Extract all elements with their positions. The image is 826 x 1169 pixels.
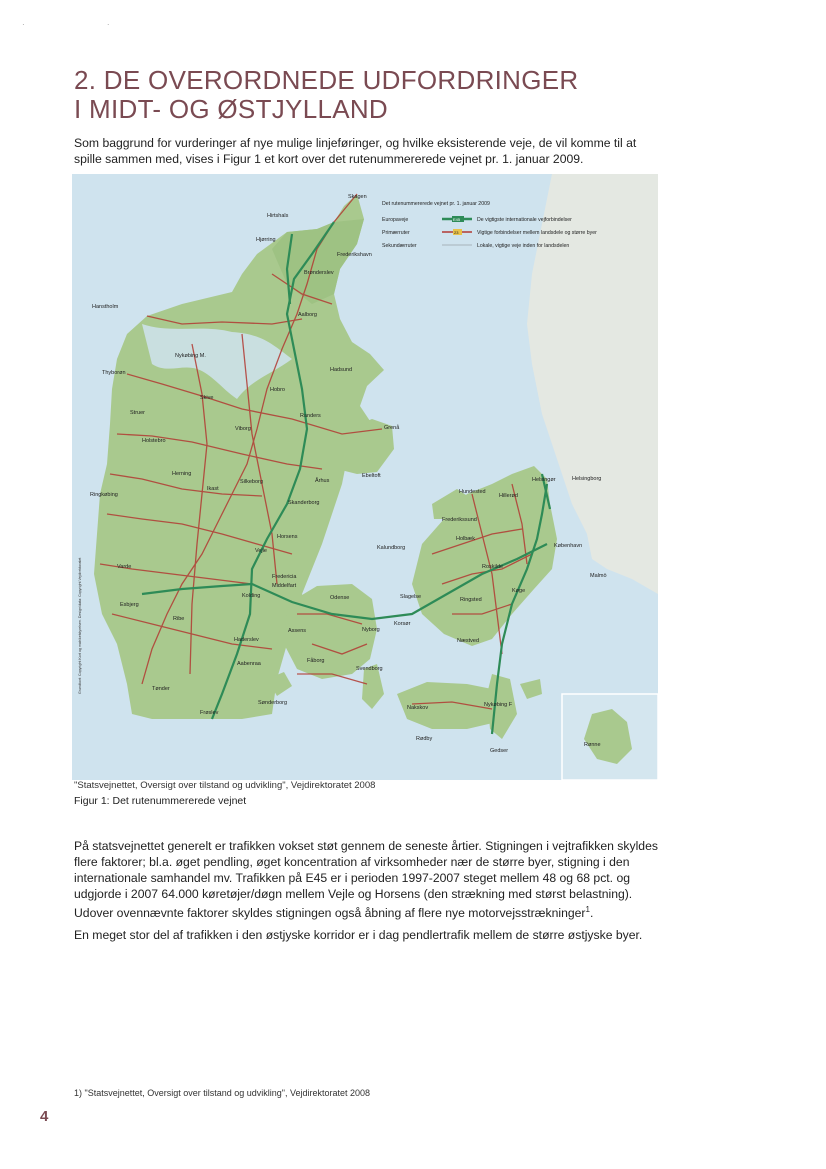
city-label: Struer — [130, 410, 145, 416]
figure-caption: Figur 1: Det rutenummererede vejnet — [74, 795, 247, 807]
city-label: Rønne — [584, 742, 601, 748]
legend-desc-europaveje: De vigtigste internationale vejforbindelser — [477, 217, 572, 223]
body-paragraph-1-end: . — [589, 906, 594, 921]
city-label: Sønderborg — [258, 700, 288, 706]
city-label: Nykøbing F — [484, 702, 513, 708]
city-label: Brønderslev — [304, 270, 334, 276]
city-label: Køge — [512, 588, 526, 594]
city-label: Frederikssund — [442, 517, 477, 523]
city-label: Roskilde — [482, 564, 504, 570]
city-label: Varde — [117, 564, 132, 570]
legend-badge-primary: 23 — [454, 230, 459, 235]
city-label: Nyborg — [362, 627, 380, 633]
legend-desc-sekundaerruter: Lokale, vigtige veje inden for landsdelen — [477, 243, 570, 249]
city-label: Viborg — [235, 426, 251, 432]
page-title — [74, 66, 579, 124]
legend-desc-primaerruter: Vigtige forbindelser mellem landsdele og større byer — [477, 230, 597, 236]
city-label: Fredericia — [272, 574, 297, 580]
city-label: Hirtshals — [267, 213, 289, 219]
city-label: Hjørring — [256, 237, 276, 243]
page-title-line-1: 2. DE OVERORDNEDE UDFORDRINGER — [74, 65, 579, 95]
legend-kind-sekundaerruter: Sekundærruter — [382, 243, 417, 249]
city-label: Nakskov — [407, 705, 429, 711]
city-label: Frederikshavn — [337, 252, 372, 258]
map-copyright-side-text: Grundkort: Copyright Kort og matrikelstyrelsen. Design/data: Copyright Vejdirektoratet — [78, 557, 82, 694]
city-label: Fåborg — [307, 658, 325, 664]
map-svg — [72, 174, 658, 780]
city-label: Hillerød — [499, 493, 518, 499]
legend-badge-euro: E45 — [453, 217, 461, 222]
city-label: Aalborg — [298, 312, 317, 318]
city-label: Kolding — [242, 593, 261, 599]
city-label: Horsens — [277, 534, 298, 540]
city-label: Silkeborg — [240, 479, 263, 485]
footnote: 1) "Statsvejnettet, Oversigt over tilstand og udvikling", Vejdirektoratet 2008 — [74, 1088, 371, 1098]
city-label: Ribe — [173, 616, 185, 622]
page-title-line-2: I MIDT- OG ØSTJYLLAND — [74, 94, 389, 124]
figure-source: "Statsvejnettet, Oversigt over tilstand og udvikling", Vejdirektoratet 2008 — [74, 780, 376, 791]
city-label: Skanderborg — [288, 500, 320, 506]
city-label: Helsingør — [532, 477, 556, 483]
city-label: Næstved — [457, 638, 480, 644]
body-paragraph-1-text: På statsvejnettet generelt er trafikken vokset støt gennem de seneste årtier. Stigningen i vejtrafikken skyldes flere faktorer; bl.a. øget pendling, øget koncentration af virksomheder nær de større byer, stigning i den internationale samhandel mv. Trafikken på E45 er i perioden 1997-2007 steget mellem 48 og 68 pct. og udgjorde i 2007 64.000 køretøjer/døgn mellem Vejle og Horsens (den strækning med størst belastning). Udover ovennævnte faktorer skyldes stigningen også åbning af flere nye motorvejsstrækninger — [74, 839, 658, 921]
city-label: Holbæk — [456, 536, 475, 542]
city-label: Nykøbing M. — [175, 353, 206, 359]
road-network-map — [72, 174, 658, 780]
city-label: Holstebro — [142, 438, 166, 444]
city-label: Kalundborg — [377, 545, 406, 551]
legend-kind-europaveje: Europaveje — [382, 217, 409, 223]
city-label: Helsingborg — [572, 476, 602, 482]
city-label: Svendborg — [356, 666, 383, 672]
city-label: Odense — [330, 595, 350, 601]
city-label: Middelfart — [272, 583, 297, 589]
city-label: Slagelse — [400, 594, 422, 600]
city-label: Malmö — [590, 573, 607, 579]
city-label: Korsør — [394, 621, 411, 627]
city-label: København — [554, 543, 583, 549]
city-label: Herning — [172, 471, 192, 477]
page-marks: · · — [22, 20, 150, 29]
city-label: Ebeltoft — [362, 473, 381, 479]
city-label: Randers — [300, 413, 321, 419]
city-label: Rødby — [416, 736, 433, 742]
city-label: Hadsund — [330, 367, 353, 373]
city-label: Hanstholm — [92, 304, 119, 310]
city-label: Gedser — [490, 748, 509, 754]
footnote-ref: 1 — [585, 905, 590, 914]
city-label: Århus — [315, 478, 330, 484]
city-label: Hobro — [270, 387, 285, 393]
city-label: Aabenraa — [237, 661, 261, 667]
city-label: Hundested — [459, 489, 486, 495]
city-label: Thyborøn — [102, 370, 126, 376]
mon-island — [520, 679, 542, 699]
city-label: Frøslev — [200, 710, 219, 716]
intro-paragraph: Som baggrund for vurderinger af nye mulige linjeføringer, og hvilke eksisterende veje, de vil komme til at spille sammen med, vises i Figur 1 et kort over det rutenummererede vejnet pr. 1. januar 2009. — [74, 136, 637, 166]
city-label: Assens — [288, 628, 307, 634]
city-label: Ringkøbing — [90, 492, 118, 498]
legend-kind-primaerruter: Primærruter — [382, 230, 410, 236]
city-label: Ikast — [207, 486, 219, 492]
city-label: Skive — [200, 395, 214, 401]
city-label: Grenå — [384, 425, 400, 431]
city-label: Ringsted — [460, 597, 482, 603]
body-paragraph-2: En meget stor del af trafikken i den østjyske korridor er i dag pendlertrafik mellem de større østjyske byer. — [74, 928, 643, 942]
city-label: Skagen — [348, 194, 367, 200]
body-paragraph-1 — [74, 838, 664, 921]
city-label: Vejle — [255, 548, 267, 554]
page-number: 4 — [40, 1108, 49, 1125]
city-label: Tønder — [152, 686, 170, 692]
city-label: Esbjerg — [120, 602, 139, 608]
legend-title: Det rutenummererede vejnet pr. 1. januar 2009 — [382, 201, 490, 207]
city-label: Haderslev — [234, 637, 259, 643]
